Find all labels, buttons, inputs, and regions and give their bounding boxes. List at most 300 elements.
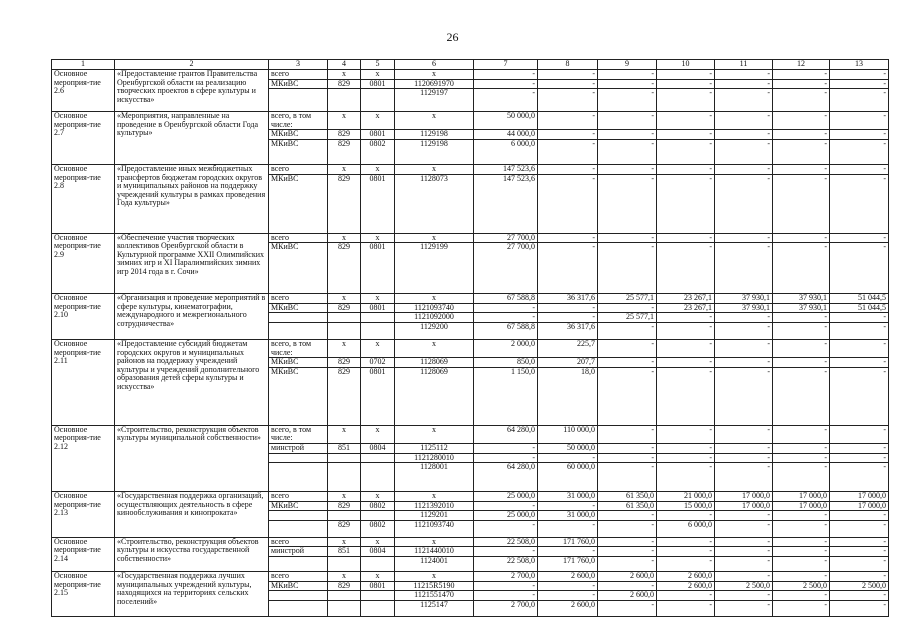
csr-cell: 1121280010 <box>395 453 474 463</box>
value-cell: - <box>773 139 830 164</box>
activity-description: «Строительство, реконструкция объектов культуры и искусства государственной собственности» <box>115 537 269 571</box>
csr-cell: x <box>395 425 474 443</box>
value-cell: - <box>773 557 830 572</box>
rzpr-cell <box>361 557 395 572</box>
value-cell: 37 930,1 <box>715 294 773 304</box>
rzpr-cell: 0804 <box>361 443 395 453</box>
value-cell: - <box>474 443 538 453</box>
grbs-cell: 829 <box>328 520 361 537</box>
value-cell: - <box>598 557 657 572</box>
value-cell: - <box>773 112 830 130</box>
table-row <box>52 425 889 443</box>
value-cell: - <box>538 591 598 601</box>
value-cell: - <box>715 463 773 492</box>
grbs-cell: 829 <box>328 501 361 511</box>
source-cell: всего, в том числе: <box>269 112 328 130</box>
source-cell: МКиВС <box>269 501 328 511</box>
column-header: 7 <box>474 60 538 70</box>
value-cell: - <box>657 79 715 89</box>
activity-label: Основное мероприя-тие 2.9 <box>52 233 115 294</box>
source-cell: МКиВС <box>269 358 328 368</box>
value-cell: - <box>474 581 538 591</box>
value-cell: 37 930,1 <box>773 294 830 304</box>
rzpr-cell: 0801 <box>361 130 395 140</box>
value-cell: 147 523,6 <box>474 164 538 174</box>
activity-label: Основное мероприя-тие 2.15 <box>52 572 115 617</box>
value-cell: - <box>715 557 773 572</box>
column-header: 6 <box>395 60 474 70</box>
source-cell: всего <box>269 537 328 547</box>
value-cell: - <box>773 339 830 357</box>
value-cell: 64 280,0 <box>474 425 538 443</box>
csr-cell: x <box>395 537 474 547</box>
rzpr-cell: 0804 <box>361 547 395 557</box>
value-cell: 17 000,0 <box>715 492 773 502</box>
value-cell: 37 930,1 <box>773 303 830 313</box>
value-cell: 25 577,1 <box>598 313 657 323</box>
value-cell: - <box>474 501 538 511</box>
grbs-cell <box>328 313 361 323</box>
value-cell: 23 267,1 <box>657 294 715 304</box>
value-cell: 61 350,0 <box>598 501 657 511</box>
value-cell: - <box>830 313 889 323</box>
value-cell: - <box>715 572 773 582</box>
value-cell: - <box>657 313 715 323</box>
source-cell <box>269 591 328 601</box>
rzpr-cell: x <box>361 233 395 243</box>
value-cell: 23 267,1 <box>657 303 715 313</box>
value-cell: - <box>715 358 773 368</box>
source-cell: МКиВС <box>269 139 328 164</box>
rzpr-cell: 0802 <box>361 501 395 511</box>
value-cell: - <box>598 520 657 537</box>
value-cell: - <box>657 443 715 453</box>
value-cell: - <box>474 591 538 601</box>
value-cell: - <box>715 139 773 164</box>
csr-cell: x <box>395 572 474 582</box>
rzpr-cell: 0801 <box>361 581 395 591</box>
csr-cell: 1128069 <box>395 358 474 368</box>
value-cell: - <box>830 511 889 521</box>
source-cell: всего <box>269 70 328 80</box>
rzpr-cell: 0801 <box>361 174 395 233</box>
value-cell: - <box>657 358 715 368</box>
activity-description: «Предоставление субсидий бюджетам городских округов и муниципальных районов на поддержку учреждений культуры и учреждений дополнительного образования детей сферы культуры и искусства» <box>115 339 269 425</box>
value-cell: 2 600,0 <box>538 600 598 616</box>
value-cell: - <box>773 164 830 174</box>
value-cell: - <box>538 174 598 233</box>
value-cell: - <box>474 303 538 313</box>
value-cell: - <box>773 537 830 547</box>
value-cell: - <box>830 243 889 294</box>
activity-label: Основное мероприя-тие 2.10 <box>52 294 115 340</box>
csr-cell: x <box>395 233 474 243</box>
value-cell: - <box>657 233 715 243</box>
value-cell: 31 000,0 <box>538 492 598 502</box>
source-cell: минстрой <box>269 443 328 453</box>
value-cell: - <box>773 520 830 537</box>
value-cell: - <box>538 70 598 80</box>
source-cell: всего <box>269 294 328 304</box>
value-cell: - <box>830 79 889 89</box>
value-cell: - <box>538 520 598 537</box>
grbs-cell: 829 <box>328 358 361 368</box>
value-cell: - <box>657 367 715 425</box>
grbs-cell <box>328 600 361 616</box>
column-header: 2 <box>115 60 269 70</box>
grbs-cell <box>328 322 361 339</box>
value-cell: 25 577,1 <box>598 294 657 304</box>
value-cell: - <box>773 79 830 89</box>
table-row <box>52 537 889 547</box>
value-cell: - <box>773 322 830 339</box>
value-cell: - <box>773 233 830 243</box>
csr-cell: x <box>395 70 474 80</box>
grbs-cell: x <box>328 572 361 582</box>
value-cell: - <box>715 112 773 130</box>
value-cell: 25 000,0 <box>474 492 538 502</box>
value-cell: - <box>657 89 715 112</box>
value-cell: - <box>657 112 715 130</box>
csr-cell: 1128001 <box>395 463 474 492</box>
rzpr-cell: x <box>361 572 395 582</box>
csr-cell: 1128069 <box>395 367 474 425</box>
value-cell: - <box>538 243 598 294</box>
value-cell: - <box>598 547 657 557</box>
value-cell: 6 000,0 <box>657 520 715 537</box>
grbs-cell <box>328 591 361 601</box>
value-cell: - <box>538 453 598 463</box>
activity-label: Основное мероприя-тие 2.13 <box>52 492 115 538</box>
value-cell: - <box>598 322 657 339</box>
value-cell: - <box>830 139 889 164</box>
value-cell: - <box>538 233 598 243</box>
rzpr-cell <box>361 591 395 601</box>
rzpr-cell <box>361 453 395 463</box>
value-cell: 2 500,0 <box>830 581 889 591</box>
activity-label: Основное мероприя-тие 2.14 <box>52 537 115 571</box>
value-cell: 36 317,6 <box>538 294 598 304</box>
value-cell: 171 760,0 <box>538 537 598 547</box>
value-cell: 64 280,0 <box>474 463 538 492</box>
value-cell: 2 700,0 <box>474 600 538 616</box>
value-cell: - <box>657 164 715 174</box>
rzpr-cell: 0801 <box>361 367 395 425</box>
rzpr-cell <box>361 463 395 492</box>
source-cell: всего <box>269 572 328 582</box>
source-cell: всего, в том числе: <box>269 425 328 443</box>
csr-cell: 1129199 <box>395 243 474 294</box>
value-cell: - <box>538 501 598 511</box>
grbs-cell <box>328 453 361 463</box>
value-cell: 110 000,0 <box>538 425 598 443</box>
value-cell: - <box>715 164 773 174</box>
rzpr-cell: x <box>361 164 395 174</box>
value-cell: - <box>715 79 773 89</box>
grbs-cell: 851 <box>328 443 361 453</box>
grbs-cell: 851 <box>328 547 361 557</box>
source-cell: МКиВС <box>269 174 328 233</box>
source-cell: всего <box>269 492 328 502</box>
column-header: 8 <box>538 60 598 70</box>
activity-description: «Организация и проведение мероприятий в сфере культуры, кинематографии, международного и межрегионального сотрудничества» <box>115 294 269 340</box>
value-cell: - <box>715 591 773 601</box>
value-cell: 2 600,0 <box>598 591 657 601</box>
value-cell: - <box>657 537 715 547</box>
rzpr-cell: 0802 <box>361 520 395 537</box>
value-cell: - <box>773 358 830 368</box>
value-cell: - <box>657 453 715 463</box>
grbs-cell: 829 <box>328 303 361 313</box>
csr-cell: x <box>395 294 474 304</box>
grbs-cell: 829 <box>328 139 361 164</box>
value-cell: 22 508,0 <box>474 537 538 547</box>
value-cell: - <box>773 243 830 294</box>
value-cell: - <box>538 164 598 174</box>
grbs-cell: x <box>328 112 361 130</box>
csr-cell: 1120691970 <box>395 79 474 89</box>
budget-table <box>51 59 889 617</box>
value-cell: - <box>715 520 773 537</box>
source-cell: МКиВС <box>269 303 328 313</box>
value-cell: 6 000,0 <box>474 139 538 164</box>
table-row <box>52 112 889 130</box>
value-cell: - <box>773 70 830 80</box>
value-cell: - <box>830 70 889 80</box>
value-cell: 17 000,0 <box>830 501 889 511</box>
value-cell: - <box>538 79 598 89</box>
value-cell: - <box>474 89 538 112</box>
source-cell <box>269 463 328 492</box>
grbs-cell: 829 <box>328 367 361 425</box>
value-cell: - <box>598 581 657 591</box>
source-cell <box>269 89 328 112</box>
table-row <box>52 294 889 304</box>
rzpr-cell: 0801 <box>361 79 395 89</box>
rzpr-cell: x <box>361 339 395 357</box>
value-cell: 50 000,0 <box>538 443 598 453</box>
value-cell: - <box>657 557 715 572</box>
grbs-cell: 829 <box>328 130 361 140</box>
value-cell: - <box>538 581 598 591</box>
source-cell: МКиВС <box>269 79 328 89</box>
rzpr-cell: x <box>361 537 395 547</box>
grbs-cell: x <box>328 425 361 443</box>
grbs-cell: x <box>328 339 361 357</box>
value-cell: - <box>598 89 657 112</box>
value-cell: - <box>715 233 773 243</box>
source-cell: МКиВС <box>269 367 328 425</box>
value-cell: - <box>657 339 715 357</box>
column-header: 12 <box>773 60 830 70</box>
csr-cell: x <box>395 339 474 357</box>
column-header: 3 <box>269 60 328 70</box>
value-cell: 17 000,0 <box>830 492 889 502</box>
value-cell: - <box>474 547 538 557</box>
value-cell: - <box>715 425 773 443</box>
value-cell: - <box>773 174 830 233</box>
table-row <box>52 492 889 502</box>
value-cell: - <box>830 367 889 425</box>
value-cell: - <box>657 139 715 164</box>
value-cell: 17 000,0 <box>715 501 773 511</box>
value-cell: - <box>830 557 889 572</box>
value-cell: - <box>773 511 830 521</box>
rzpr-cell: x <box>361 70 395 80</box>
value-cell: - <box>598 79 657 89</box>
csr-cell: x <box>395 492 474 502</box>
value-cell: 2 500,0 <box>715 581 773 591</box>
source-cell: всего, в том числе: <box>269 339 328 357</box>
source-cell: минстрой <box>269 547 328 557</box>
csr-cell: 1125147 <box>395 600 474 616</box>
activity-description: «Мероприятия, направленные на проведение в Оренбургской области Года культуры» <box>115 112 269 165</box>
value-cell: - <box>773 591 830 601</box>
grbs-cell <box>328 511 361 521</box>
rzpr-cell: x <box>361 112 395 130</box>
grbs-cell: x <box>328 164 361 174</box>
value-cell: - <box>598 112 657 130</box>
value-cell: - <box>715 339 773 357</box>
value-cell: - <box>598 453 657 463</box>
grbs-cell <box>328 89 361 112</box>
value-cell: - <box>657 591 715 601</box>
source-cell: всего <box>269 233 328 243</box>
value-cell: - <box>830 572 889 582</box>
source-cell <box>269 313 328 323</box>
value-cell: - <box>538 130 598 140</box>
rzpr-cell <box>361 313 395 323</box>
value-cell: - <box>830 600 889 616</box>
value-cell: - <box>773 463 830 492</box>
value-cell: 15 000,0 <box>657 501 715 511</box>
value-cell: 60 000,0 <box>538 463 598 492</box>
value-cell: 36 317,6 <box>538 322 598 339</box>
csr-cell: 1129200 <box>395 322 474 339</box>
value-cell: - <box>715 367 773 425</box>
value-cell: - <box>773 600 830 616</box>
csr-cell: 1129197 <box>395 89 474 112</box>
activity-description: «Предоставление грантов Правительства Оренбургской области на реализацию творческих проектов в сфере культуры и искусства» <box>115 70 269 112</box>
source-cell: МКиВС <box>269 130 328 140</box>
value-cell: - <box>773 547 830 557</box>
value-cell: 61 350,0 <box>598 492 657 502</box>
value-cell: 67 588,8 <box>474 294 538 304</box>
value-cell: - <box>773 453 830 463</box>
value-cell: - <box>830 591 889 601</box>
csr-cell: 1121093740 <box>395 303 474 313</box>
value-cell: - <box>830 463 889 492</box>
column-header: 4 <box>328 60 361 70</box>
value-cell: - <box>657 511 715 521</box>
value-cell: - <box>657 322 715 339</box>
value-cell: - <box>830 174 889 233</box>
table-row <box>52 233 889 243</box>
value-cell: - <box>538 547 598 557</box>
value-cell: - <box>830 358 889 368</box>
csr-cell: 1129198 <box>395 130 474 140</box>
value-cell: - <box>715 89 773 112</box>
rzpr-cell: x <box>361 425 395 443</box>
column-header: 5 <box>361 60 395 70</box>
value-cell: - <box>657 463 715 492</box>
grbs-cell <box>328 557 361 572</box>
column-header: 13 <box>830 60 889 70</box>
value-cell: - <box>657 547 715 557</box>
activity-description: «Строительство, реконструкция объектов культуры муниципальной собственности» <box>115 425 269 491</box>
value-cell: - <box>657 174 715 233</box>
value-cell: - <box>598 70 657 80</box>
value-cell: 51 044,5 <box>830 303 889 313</box>
csr-cell: 1121092000 <box>395 313 474 323</box>
rzpr-cell <box>361 511 395 521</box>
csr-cell: 11215R5190 <box>395 581 474 591</box>
value-cell: - <box>830 233 889 243</box>
value-cell: - <box>715 600 773 616</box>
value-cell: - <box>773 367 830 425</box>
value-cell: - <box>538 303 598 313</box>
value-cell: - <box>598 139 657 164</box>
rzpr-cell: 0801 <box>361 243 395 294</box>
value-cell: 27 700,0 <box>474 233 538 243</box>
table-row <box>52 572 889 582</box>
source-cell: МКиВС <box>269 243 328 294</box>
source-cell <box>269 557 328 572</box>
csr-cell: x <box>395 112 474 130</box>
rzpr-cell <box>361 89 395 112</box>
value-cell: - <box>830 453 889 463</box>
csr-cell: 1128073 <box>395 174 474 233</box>
rzpr-cell: 0702 <box>361 358 395 368</box>
csr-cell: 1121392010 <box>395 501 474 511</box>
value-cell: 50 000,0 <box>474 112 538 130</box>
rzpr-cell: x <box>361 492 395 502</box>
value-cell: - <box>773 313 830 323</box>
value-cell: - <box>538 139 598 164</box>
value-cell: - <box>598 463 657 492</box>
column-header: 1 <box>52 60 115 70</box>
csr-cell: 1121440010 <box>395 547 474 557</box>
value-cell: 2 700,0 <box>474 572 538 582</box>
value-cell: - <box>598 600 657 616</box>
value-cell: - <box>715 243 773 294</box>
value-cell: - <box>715 453 773 463</box>
activity-label: Основное мероприя-тие 2.11 <box>52 339 115 425</box>
value-cell: - <box>598 303 657 313</box>
value-cell: - <box>773 89 830 112</box>
value-cell: 1 150,0 <box>474 367 538 425</box>
value-cell: - <box>538 89 598 112</box>
value-cell: - <box>715 322 773 339</box>
value-cell: - <box>598 537 657 547</box>
csr-cell: 1124001 <box>395 557 474 572</box>
value-cell: - <box>715 537 773 547</box>
csr-cell: x <box>395 164 474 174</box>
activity-description: «Государственная поддержка лучших муниципальных учреждений культуры, находящихся на территориях сельских поселений» <box>115 572 269 617</box>
source-cell <box>269 600 328 616</box>
value-cell: - <box>474 70 538 80</box>
value-cell: 2 000,0 <box>474 339 538 357</box>
value-cell: - <box>830 322 889 339</box>
grbs-cell: 829 <box>328 79 361 89</box>
value-cell: - <box>715 130 773 140</box>
source-cell <box>269 520 328 537</box>
value-cell: 17 000,0 <box>773 492 830 502</box>
value-cell: 2 600,0 <box>598 572 657 582</box>
value-cell: - <box>598 339 657 357</box>
value-cell: 207,7 <box>538 358 598 368</box>
value-cell: - <box>598 511 657 521</box>
